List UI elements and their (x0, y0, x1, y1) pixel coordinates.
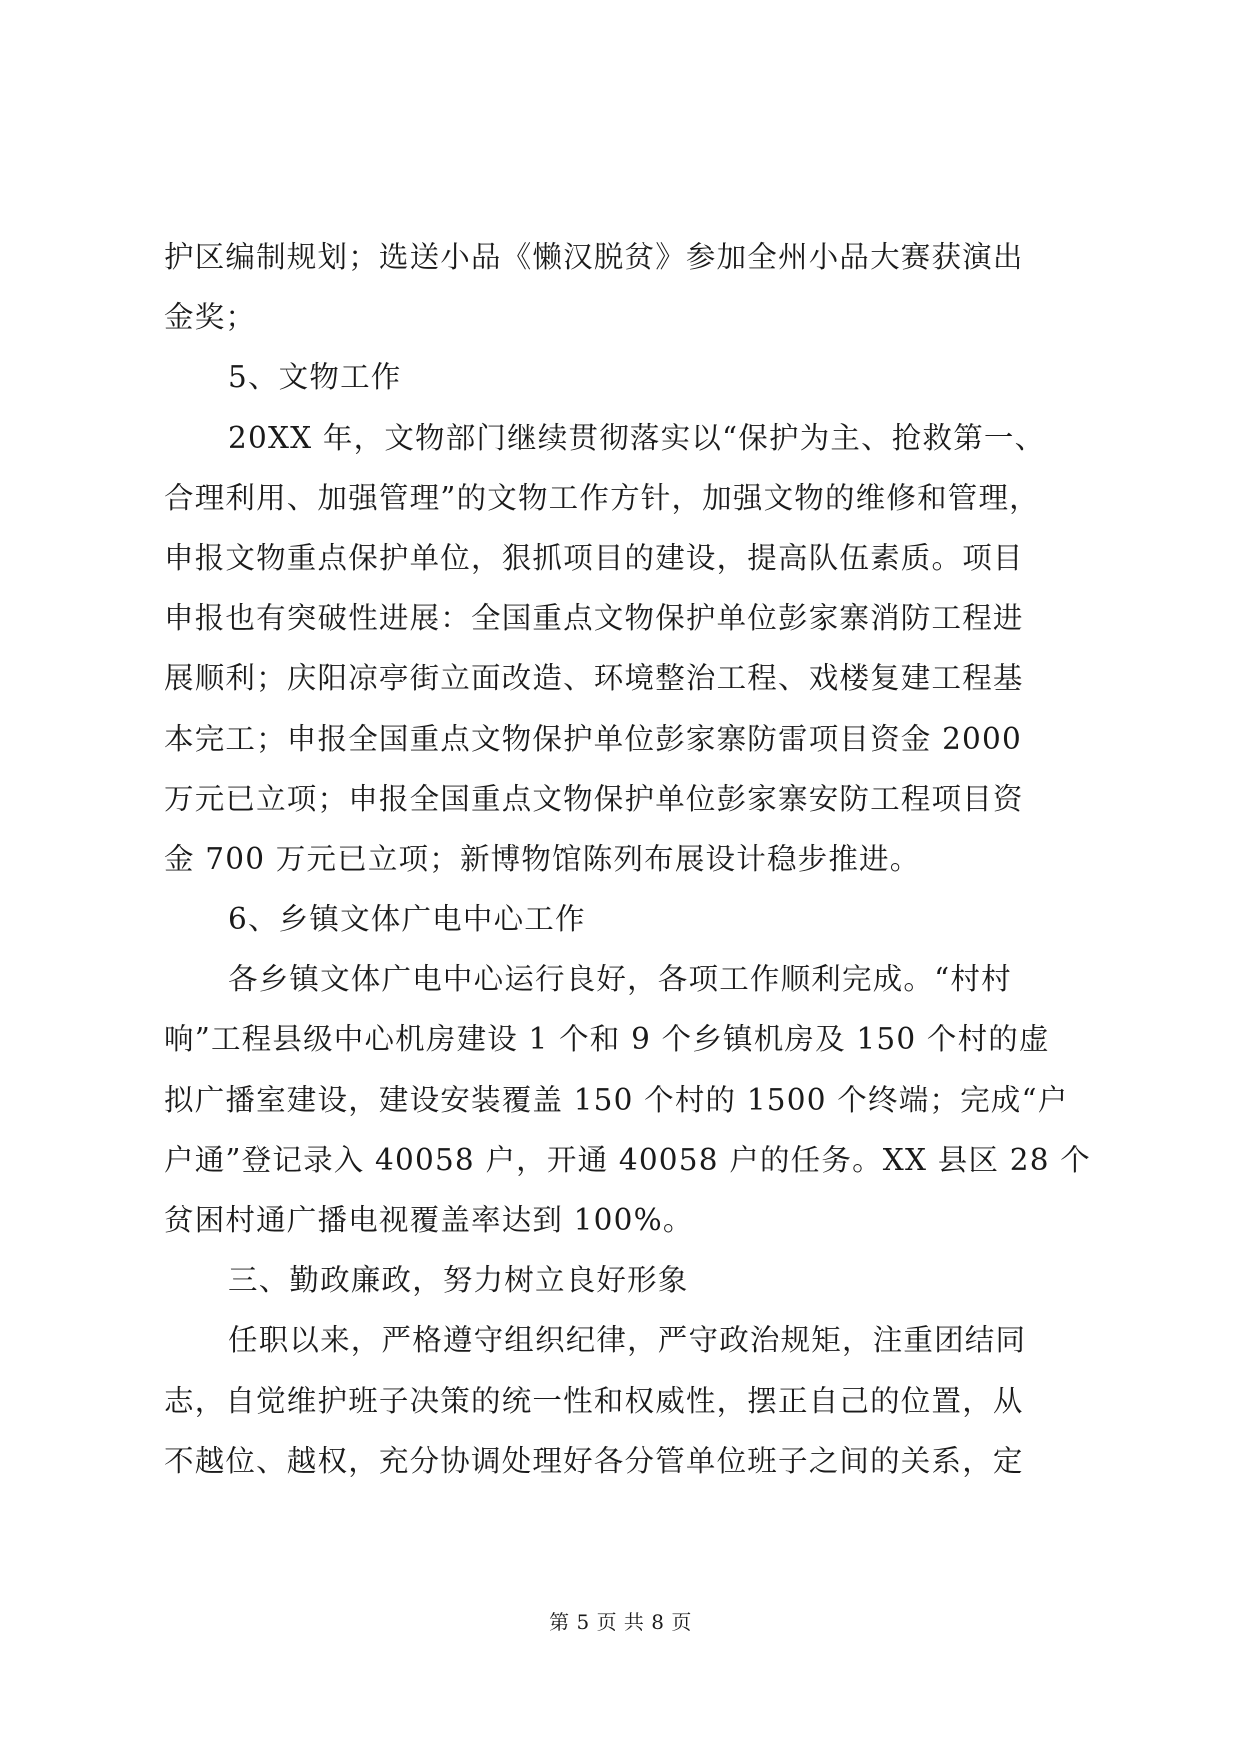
page-number-footer: 第 5 页 共 8 页 (549, 1610, 692, 1634)
text-line: 合理利用、加强管理”的文物工作方针，加强文物的维修和管理， (164, 480, 1040, 515)
text-line: 金 700 万元已立项；新博物馆陈列布展设计稳步推进。 (164, 841, 921, 876)
text-line: 户通”登记录入 40058 户，开通 40058 户的任务。XX 县区 28 个 (164, 1142, 1091, 1177)
text-line: 志，自觉维护班子决策的统一性和权威性，摆正自己的位置，从 (164, 1383, 1024, 1418)
section-heading: 6、乡镇文体广电中心工作 (228, 902, 586, 937)
section-heading: 三、勤政廉政，努力树立良好形象 (228, 1263, 689, 1298)
text-line: 响”工程县级中心机房建设 1 个和 9 个乡镇机房及 150 个村的虚 (164, 1022, 1050, 1057)
text-line: 万元已立项；申报全国重点文物保护单位彭家寨安防工程项目资 (164, 781, 1024, 816)
section-heading: 5、文物工作 (228, 360, 402, 395)
text-line: 贫困村通广播电视覆盖率达到 100%。 (164, 1203, 694, 1237)
text-line: 展顺利；庆阳凉亭街立面改造、环境整治工程、戏楼复建工程基 (164, 661, 1024, 696)
text-line: 申报文物重点保护单位，狠抓项目的建设，提高队伍素质。项目 (164, 540, 1024, 575)
text-line: 拟广播室建设，建设安装覆盖 150 个村的 1500 个终端；完成“户 (164, 1082, 1069, 1117)
text-line: 申报也有突破性进展：全国重点文物保护单位彭家寨消防工程进 (164, 601, 1024, 636)
text-line: 各乡镇文体广电中心运行良好，各项工作顺利完成。“村村 (228, 962, 1012, 997)
text-line: 护区编制规划；选送小品《懒汉脱贫》参加全州小品大赛获演出 (164, 240, 1024, 274)
text-line: 金奖； (164, 300, 257, 335)
text-line: 本完工；申报全国重点文物保护单位彭家寨防雷项目资金 2000 (164, 721, 1022, 756)
text-line: 任职以来，严格遵守组织纪律，严守政治规矩，注重团结同 (228, 1323, 1027, 1358)
document-body (164, 227, 1091, 1491)
text-line: 不越位、越权，充分协调处理好各分管单位班子之间的关系，定 (164, 1443, 1024, 1478)
text-line: 20XX 年，文物部门继续贯彻落实以“保护为主、抢救第一、 (228, 420, 1046, 455)
